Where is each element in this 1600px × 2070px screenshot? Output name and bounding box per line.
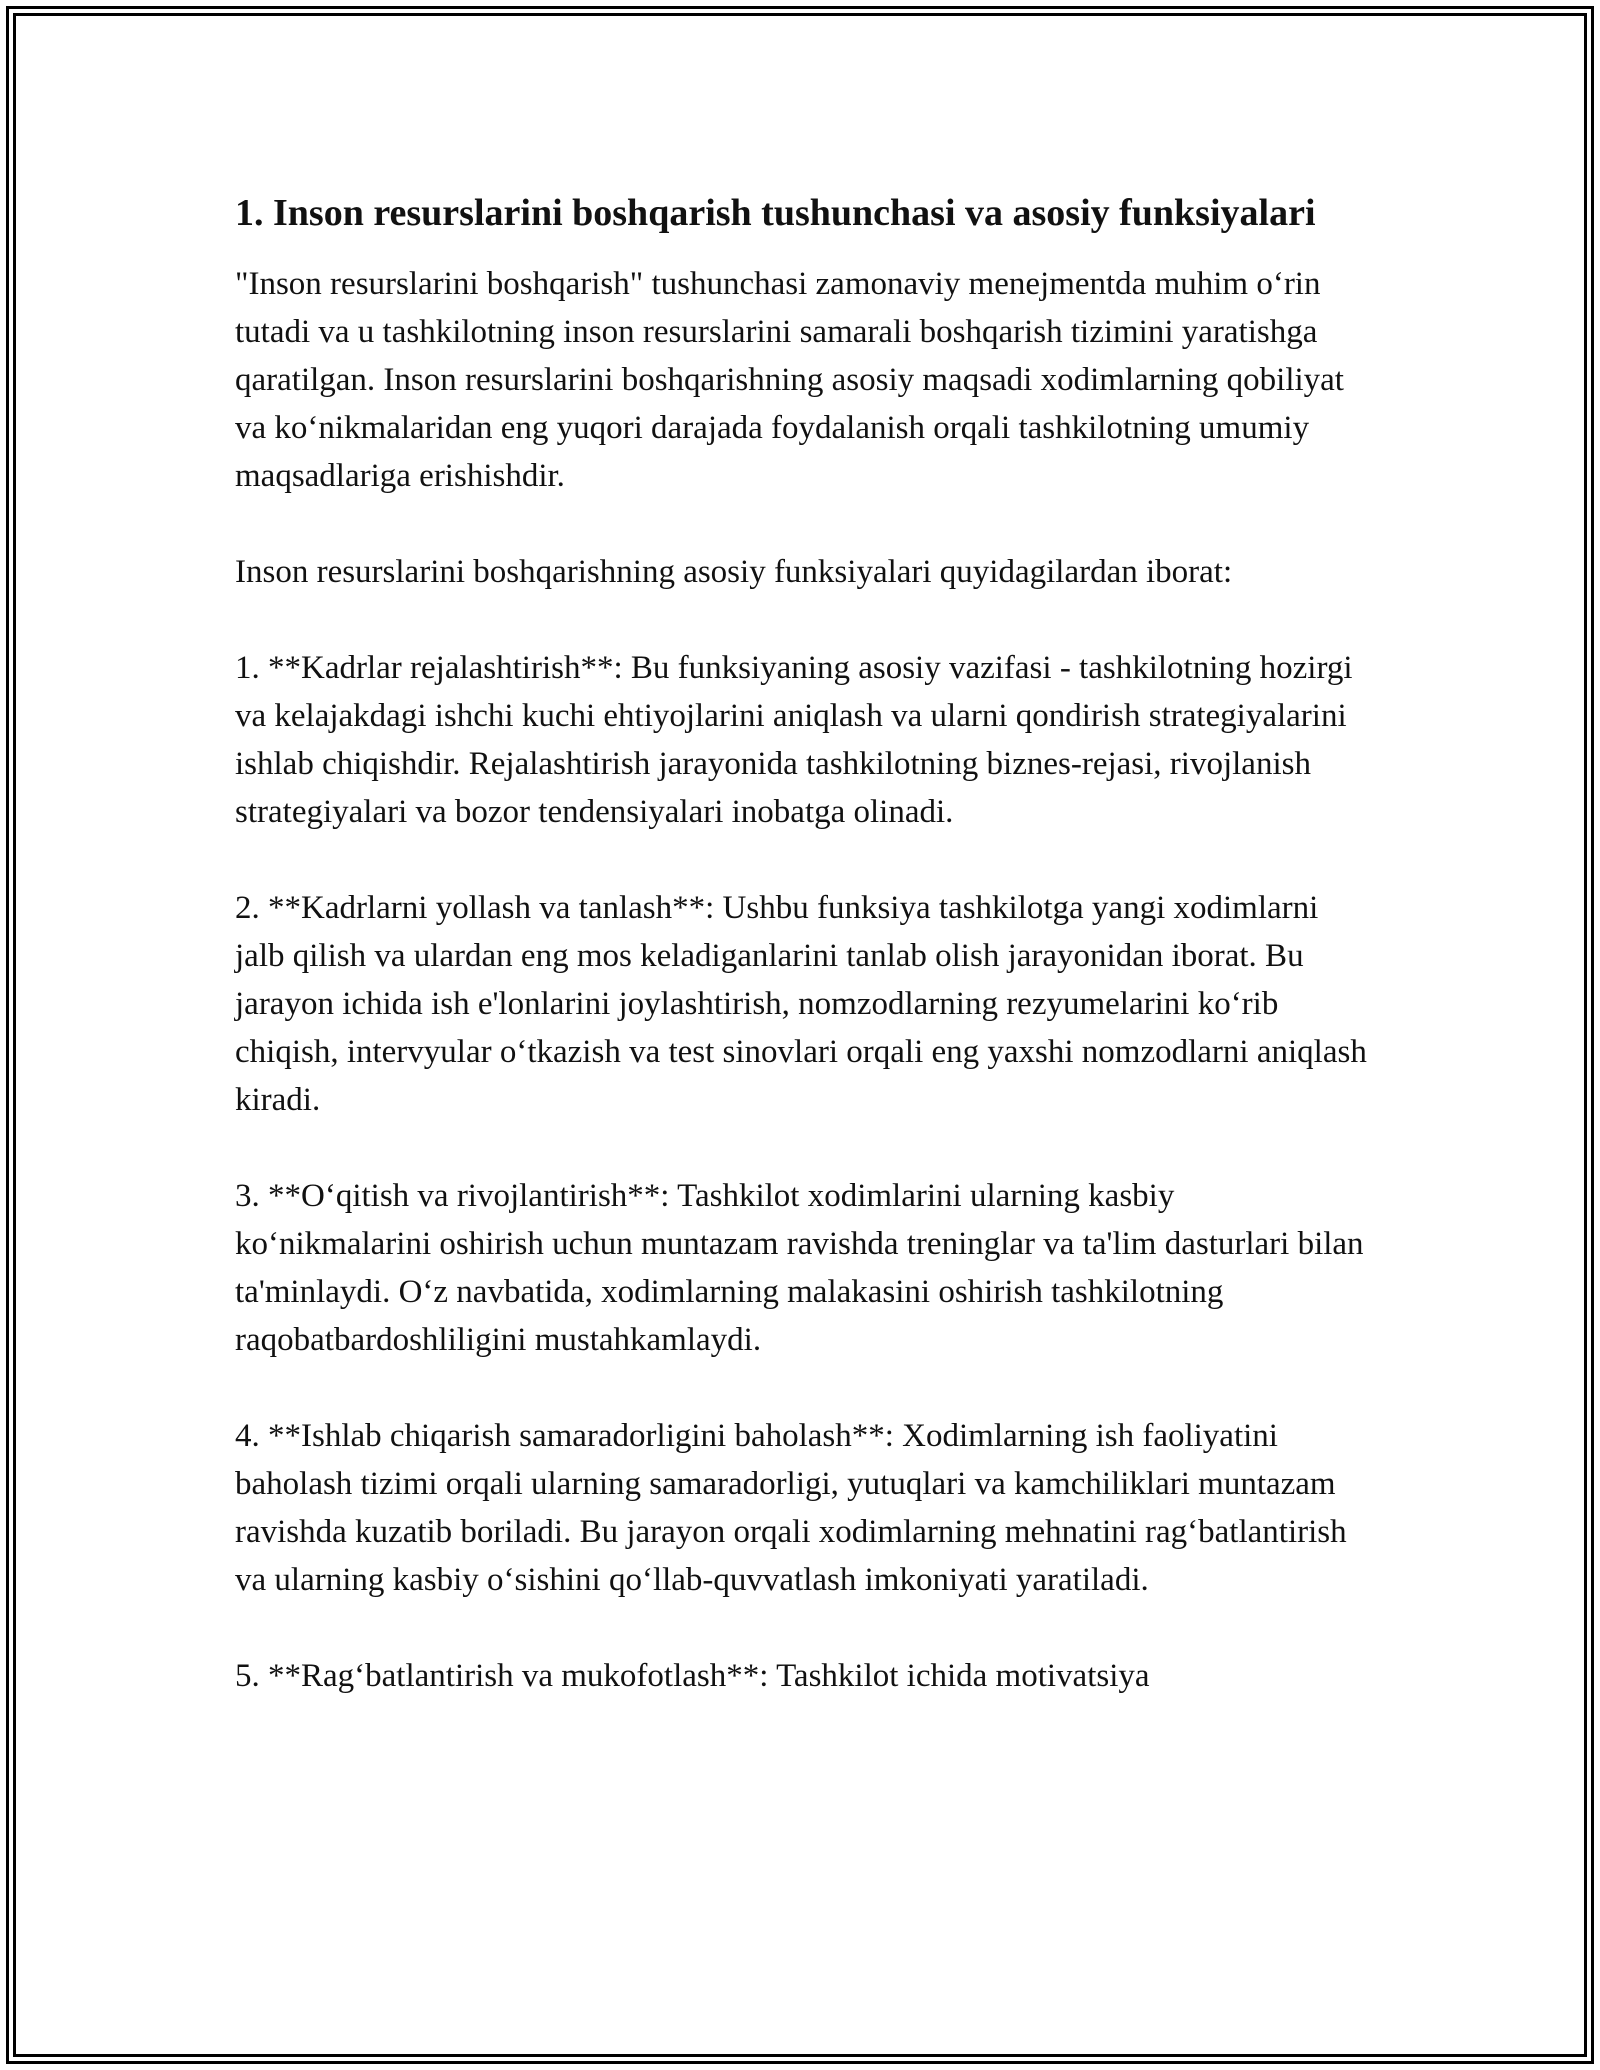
- function-item-1: 1. **Kadrlar rejalashtirish**: Bu funksiyaning asosiy vazifasi - tashkilotning hozirgi va kelajakdagi ishchi kuchi ehtiyojlarini aniqlash va ularni qondirish strategiyalarini ishlab chiqishdir. Rejalashtirish jarayonida tashkilotning biznes-rejasi, rivojlanish strategiyalari va bozor tendensiyalari inobatga olinadi.: [235, 650, 1353, 830]
- function-item-5: 5. **Rag‘batlantirish va mukofotlash**: Tashkilot ichida motivatsiya: [235, 1658, 1150, 1694]
- functions-lead-paragraph: Inson resurslarini boshqarishning asosiy funksiyalari quyidagilardan iborat:: [235, 554, 1233, 590]
- section-heading: 1. Inson resurslarini boshqarish tushunchasi va asosiy funksiyalari: [235, 192, 1316, 234]
- function-item-3: 3. **O‘qitish va rivojlantirish**: Tashkilot xodimlarini ularning kasbiy ko‘nikmalarini oshirish uchun muntazam ravishda treninglar va ta'lim dasturlari bilan ta'minlaydi. O‘z navbatida, xodimlarning malakasini oshirish tashkilotning raqobatbardoshliligini mustahkamlaydi.: [235, 1178, 1364, 1358]
- function-item-2: 2. **Kadrlarni yollash va tanlash**: Ushbu funksiya tashkilotga yangi xodimlarni jalb qilish va ulardan eng mos keladiganlarini tanlab olish jarayonidan iborat. Bu jarayon ichida ish e'lonlarini joylashtirish, nomzodlarning rezyumelarini ko‘rib chiqish, intervyular o‘tkazish va test sinovlari orqali eng yaxshi nomzodlarni aniqlash kiradi.: [235, 890, 1367, 1118]
- function-item-4: 4. **Ishlab chiqarish samaradorligini baholash**: Xodimlarning ish faoliyatini baholash tizimi orqali ularning samaradorligi, yutuqlari va kamchiliklari muntazam ravishda kuzatib boriladi. Bu jarayon orqali xodimlarning mehnatini rag‘batlantirish va ularning kasbiy o‘sishini qo‘llab-quvvatlash imkoniyati yaratiladi.: [235, 1418, 1347, 1598]
- document-body: [235, 186, 1370, 1748]
- intro-paragraph: "Inson resurslarini boshqarish" tushunchasi zamonaviy menejmentda muhim o‘rin tutadi va u tashkilotning inson resurslarini samarali boshqarish tizimini yaratishga qaratilgan. Inson resurslarini boshqarishning asosiy maqsadi xodimlarning qobiliyat va ko‘nikmalaridan eng yuqori darajada foydalanish orqali tashkilotning umumiy maqsadlariga erishishdir.: [235, 266, 1344, 494]
